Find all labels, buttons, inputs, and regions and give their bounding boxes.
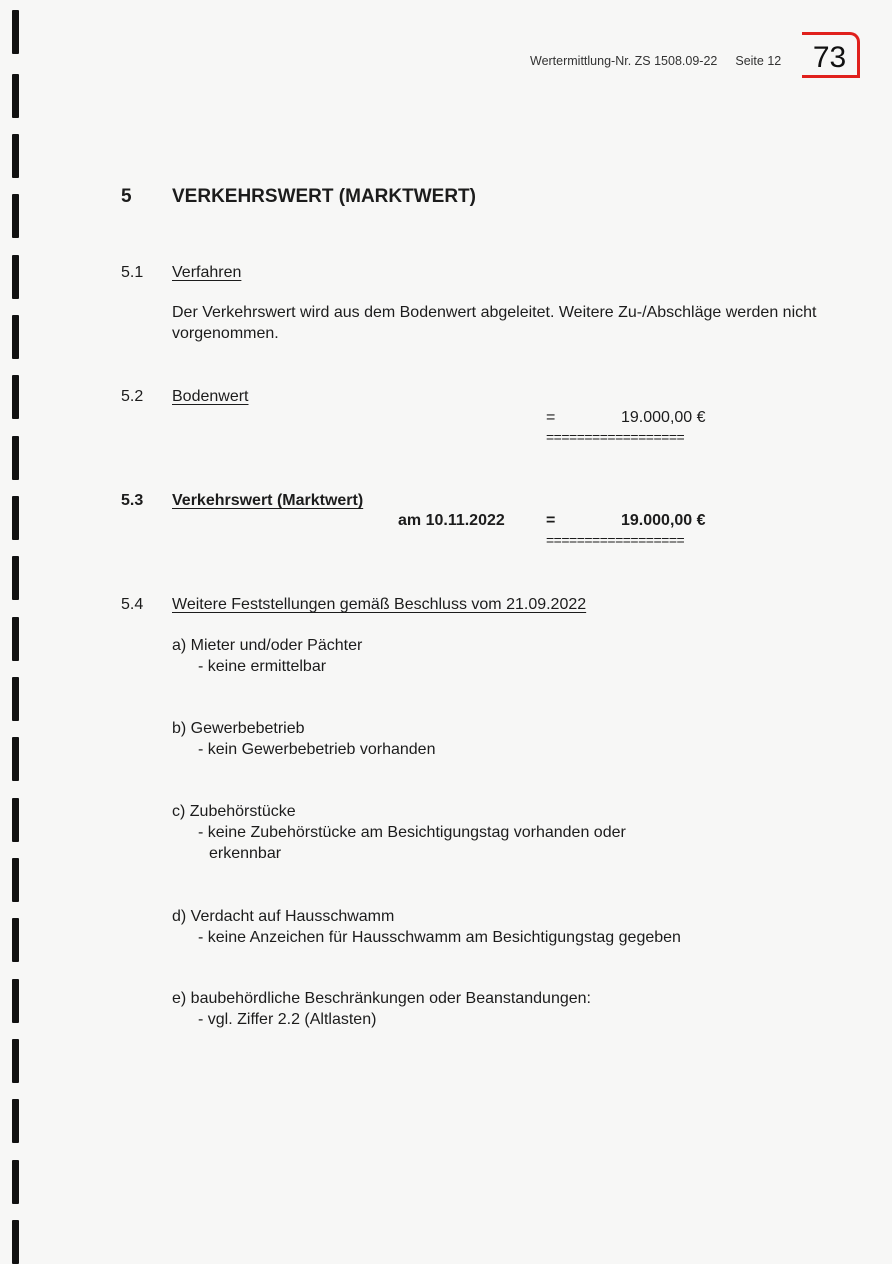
binding-hole [12, 194, 19, 238]
binding-hole [12, 1039, 19, 1083]
binding-hole [12, 375, 19, 419]
binding-hole [12, 255, 19, 299]
binding-hole [12, 979, 19, 1023]
binding-hole [12, 858, 19, 902]
bodenwert-double-underline: ================== [546, 429, 685, 445]
item-detail: - keine Zubehörstücke am Besichtigungstag vorhanden oder [198, 824, 626, 841]
item-detail: erkennbar [209, 845, 282, 862]
page-header [530, 54, 781, 68]
binding-hole [12, 1160, 19, 1204]
binding-hole [12, 617, 19, 661]
item-title: b) Gewerbebetrieb [172, 720, 305, 737]
binding-hole [12, 918, 19, 962]
binding-hole [12, 1220, 19, 1264]
subsection-title-feststellungen: Weitere Feststellungen gemäß Beschluss vom 21.09.2022 [172, 596, 587, 613]
item-detail: - keine ermittelbar [198, 658, 327, 675]
binding-hole [12, 677, 19, 721]
item-title: e) baubehördliche Beschränkungen oder Beanstandungen: [172, 990, 591, 1007]
binding-hole [12, 315, 19, 359]
subsection-number-5-3: 5.3 [121, 492, 144, 509]
section-number: 5 [121, 186, 132, 207]
page-stamp: 73 [802, 32, 860, 78]
subsection-title-verfahren: Verfahren [172, 264, 242, 281]
binding-hole [12, 556, 19, 600]
valuation-date: am 10.11.2022 [398, 512, 505, 529]
binding-hole [12, 74, 19, 118]
binding-hole [12, 798, 19, 842]
verfahren-text: Der Verkehrswert wird aus dem Bodenwert abgeleitet. Weitere Zu-/Abschläge werden nicht vorgenommen. [172, 304, 817, 342]
bodenwert-value: 19.000,00 € [621, 409, 706, 426]
binding-hole [12, 1099, 19, 1143]
page-number: Seite 12 [735, 54, 782, 68]
item-title: a) Mieter und/oder Pächter [172, 637, 363, 654]
item-title: d) Verdacht auf Hausschwamm [172, 908, 395, 925]
binding-hole [12, 436, 19, 480]
verkehrswert-double-underline: ================== [546, 532, 685, 548]
subsection-number-5-1: 5.1 [121, 264, 144, 281]
subsection-number-5-2: 5.2 [121, 388, 144, 405]
verkehrswert-value: 19.000,00 € [621, 512, 706, 529]
binding-hole [12, 10, 19, 54]
subsection-number-5-4: 5.4 [121, 596, 144, 613]
subsection-title-verkehrswert: Verkehrswert (Marktwert) [172, 492, 364, 509]
reference-number: Wertermittlung-Nr. ZS 1508.09-22 [530, 54, 718, 68]
item-detail: - vgl. Ziffer 2.2 (Altlasten) [198, 1011, 377, 1028]
item-detail: - keine Anzeichen für Hausschwamm am Besichtigungstag gegeben [198, 929, 681, 946]
subsection-title-bodenwert: Bodenwert [172, 388, 249, 405]
bodenwert-equals: = [546, 409, 556, 426]
item-detail: - kein Gewerbebetrieb vorhanden [198, 741, 436, 758]
binding-holes [12, 0, 24, 1262]
binding-hole [12, 496, 19, 540]
binding-hole [12, 737, 19, 781]
verkehrswert-equals: = [546, 512, 556, 529]
binding-hole [12, 134, 19, 178]
section-title: VERKEHRSWERT (MARKTWERT) [172, 186, 476, 207]
item-title: c) Zubehörstücke [172, 803, 296, 820]
